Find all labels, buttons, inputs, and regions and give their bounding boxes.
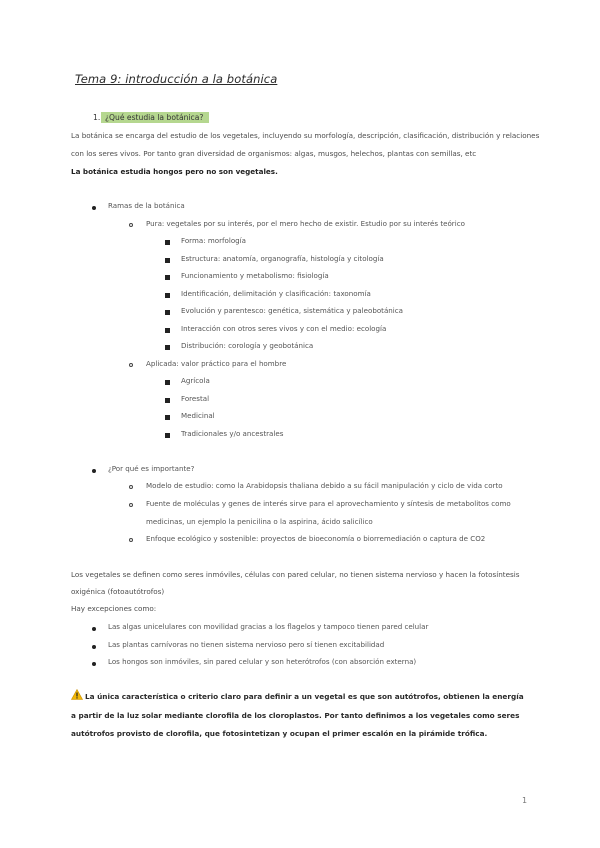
bullet-dot-icon	[92, 469, 96, 473]
bullet-square-icon	[165, 258, 170, 263]
list-item: Evolución y parentesco: genética, sistemática y paleobotánica	[181, 306, 404, 315]
bullet-circle-icon	[129, 223, 133, 227]
ramas-heading: Ramas de la botánica	[108, 201, 185, 210]
list-item: Modelo de estudio: como la Arabidopsis thaliana debido a su fácil manipulación y ciclo de vida corto	[146, 481, 503, 490]
section-heading-text: ¿Qué estudia la botánica?	[101, 112, 209, 123]
exception-item: Las algas unicelulares con movilidad gracias a los flagelos y tampoco tienen pared celular	[108, 622, 429, 631]
bullet-dot-icon	[92, 645, 96, 649]
bullet-circle-icon	[129, 363, 133, 367]
document-title: Tema 9: introducción a la botánica	[75, 72, 278, 86]
bullet-circle-icon	[129, 538, 133, 542]
list-item: Identificación, delimitación y clasificación: taxonomía	[181, 289, 371, 298]
definition-line: Los vegetales se definen como seres inmóviles, células con pared celular, no tienen sistema nervioso y hacen la fotosíntesis	[71, 570, 520, 579]
page-number: 1	[522, 796, 528, 805]
bullet-dot-icon	[92, 206, 96, 210]
bullet-square-icon	[165, 433, 170, 438]
list-item: Agrícola	[181, 376, 210, 385]
exception-item: Los hongos son inmóviles, sin pared celular y son heterótrofos (con absorción externa)	[108, 657, 417, 666]
bullet-circle-icon	[129, 485, 133, 489]
list-item: Forma: morfología	[181, 236, 246, 245]
intro-line: con los seres vivos. Por tanto gran diversidad de organismos: algas, musgos, helechos, plantas con semillas, etc	[71, 149, 477, 158]
list-item: Tradicionales y/o ancestrales	[181, 429, 284, 438]
definition-line: Hay excepciones como:	[71, 604, 157, 613]
bullet-dot-icon	[92, 627, 96, 631]
bullet-square-icon	[165, 415, 170, 420]
warning-note	[71, 688, 531, 743]
bullet-square-icon	[165, 310, 170, 315]
warning-icon	[71, 689, 83, 707]
definition-line: oxigénica (fotoautótrofos)	[71, 587, 165, 596]
bullet-square-icon	[165, 398, 170, 403]
list-item: Medicinal	[181, 411, 215, 420]
warning-text: La única característica o criterio claro para definir a un vegetal es que son autótrofos, obtienen la energía a partir de la luz solar mediante clorofila de los cloroplastos. Por tanto definimos a los vegetales como seres autótrofos provisto de clorofila, que fotosintetizan y ocupan el primer escalón en la pirámide trófica.	[71, 692, 524, 738]
bullet-square-icon	[165, 345, 170, 350]
bullet-dot-icon	[92, 662, 96, 666]
importancia-heading: ¿Por qué es importante?	[108, 464, 195, 473]
list-item: Enfoque ecológico y sostenible: proyectos de bioeconomía o biorremediación o captura de CO2	[146, 534, 486, 543]
bullet-circle-icon	[129, 503, 133, 507]
bullet-square-icon	[165, 328, 170, 333]
section-number: 1.	[93, 112, 101, 122]
exception-item: Las plantas carnívoras no tienen sistema nervioso pero sí tienen excitabilidad	[108, 640, 385, 649]
bullet-square-icon	[165, 380, 170, 385]
aplicada-label: Aplicada: valor práctico para el hombre	[146, 359, 287, 368]
list-item: Funcionamiento y metabolismo: fisiología	[181, 271, 329, 280]
list-item: Fuente de moléculas y genes de interés sirve para el aprovechamiento y síntesis de metabolitos como	[146, 499, 511, 508]
pura-label: Pura: vegetales por su interés, por el mero hecho de existir. Estudio por su interés teórico	[146, 219, 465, 228]
intro-line: La botánica se encarga del estudio de los vegetales, incluyendo su morfología, descripción, clasificación, distribución y relaciones	[71, 131, 540, 140]
list-item: Interacción con otros seres vivos y con el medio: ecología	[181, 324, 387, 333]
bullet-square-icon	[165, 240, 170, 245]
bullet-square-icon	[165, 275, 170, 280]
list-item: Distribución: corología y geobotánica	[181, 341, 314, 350]
list-item-continuation: medicinas, un ejemplo la penicilina o la aspirina, ácido salicílico	[146, 517, 373, 526]
bullet-square-icon	[165, 293, 170, 298]
intro-bold-line: La botánica estudia hongos pero no son vegetales.	[71, 167, 278, 176]
section-heading	[93, 110, 209, 124]
list-item: Estructura: anatomía, organografía, histología y citología	[181, 254, 384, 263]
list-item: Forestal	[181, 394, 210, 403]
